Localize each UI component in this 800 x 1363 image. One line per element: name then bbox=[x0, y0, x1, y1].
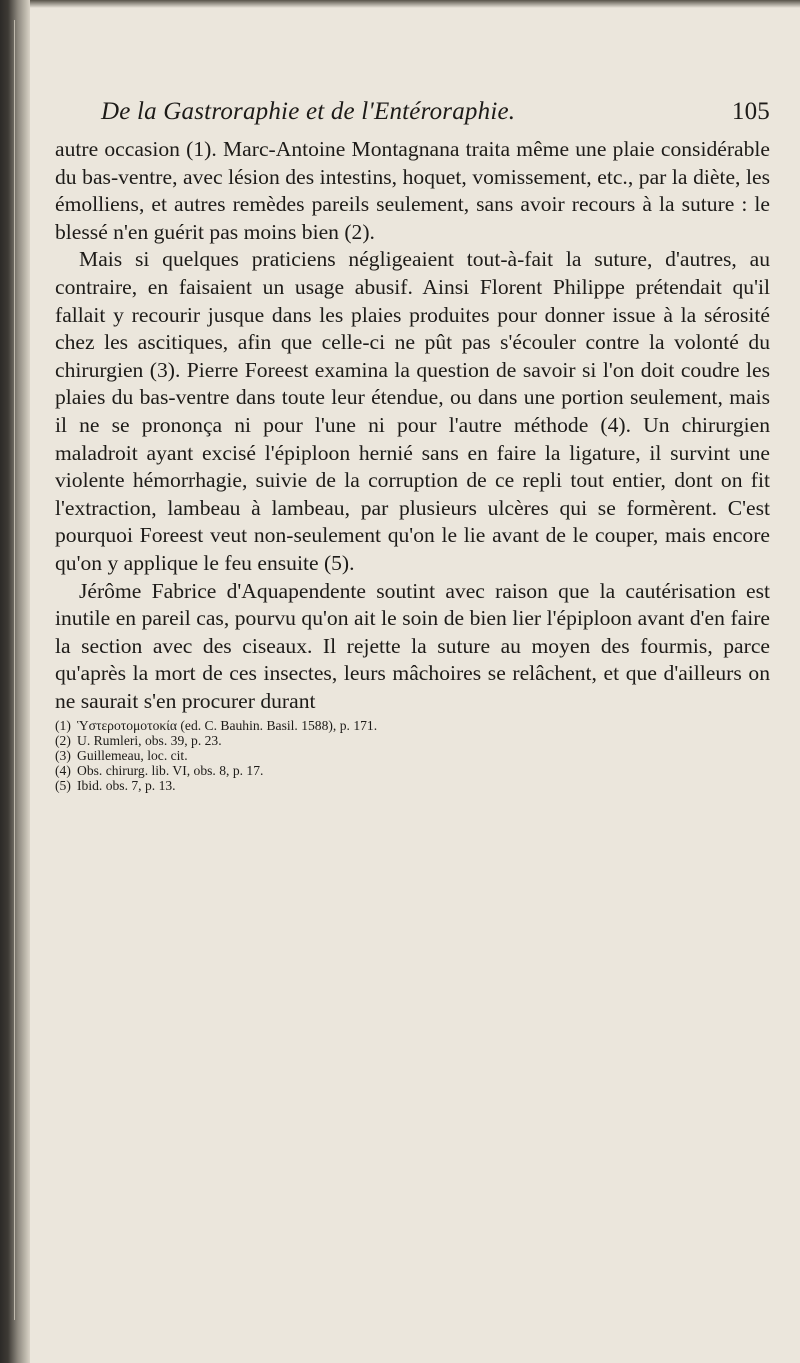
footnote-number: (3) bbox=[55, 748, 71, 764]
running-head-title: De la Gastroraphie et de l'Entéroraphie. bbox=[101, 98, 516, 125]
footnote bbox=[55, 719, 770, 734]
gutter-line bbox=[14, 20, 15, 1320]
footnote bbox=[55, 734, 770, 749]
footnote-text: Obs. chirurg. lib. VI, obs. 8, p. 17. bbox=[77, 762, 264, 778]
footnote bbox=[55, 779, 770, 794]
footnote-number: (1) bbox=[55, 718, 71, 734]
page-top-shadow bbox=[0, 0, 800, 8]
paragraph-2: Mais si quelques praticiens négligeaient tout-à-fait la suture, d'autres, au contraire, en faisaient un usage abusif. Ainsi Florent Philippe prétendait qu'il fallait y recourir jusque dans les plaies produites pour donner issue à la sérosité chez les ascitiques, afin que celle-ci ne pût pas s'écouler contre la volonté du chirurgien (3). Pierre Foreest examina la question de savoir si l'on doit coudre les plaies du bas-ventre dans toute leur étendue, ou dans une portion seulement, mais il ne se prononça ni pour l'une ni pour l'autre méthode (4). Un chirurgien maladroit ayant excisé l'épiploon hernié sans en faire la ligature, il survint une violente hémorrhagie, suivie de la corruption de ce repli tout entier, dont on fit l'extraction, lambeau à lambeau, par plusieurs ulcères qui se formèrent. C'est pourquoi Foreest veut non-seulement qu'on le lie avant de le couper, mais encore qu'on y applique le feu ensuite (5). bbox=[55, 247, 770, 575]
footnote-text: Ibid. obs. 7, p. 13. bbox=[77, 777, 176, 793]
book-page bbox=[55, 98, 770, 793]
paragraph-1: autre occasion (1). Marc-Antoine Montagnana traita même une plaie considérable du bas-ventre, avec lésion des intestins, hoquet, vomissement, etc., par la diète, les émolliens, et autres remèdes pareils seulement, sans avoir recours à la suture : le blessé n'en guérit pas moins bien (2). bbox=[55, 137, 770, 244]
running-head bbox=[55, 98, 770, 132]
paragraph-3: Jérôme Fabrice d'Aquapendente soutint avec raison que la cautérisation est inutile en pareil cas, pourvu qu'on ait le soin de bien lier l'épiploon avant d'en faire la section avec des ciseaux. Il rejette la suture au moyen des fourmis, parce qu'après la mort de ces insectes, leurs mâchoires se relâchent, et que d'ailleurs on ne saurait s'en procurer durant bbox=[55, 578, 770, 713]
footnote-text: Ὑστεροτομοτοκία (ed. C. Bauhin. Basil. 1588), p. 171. bbox=[77, 718, 378, 734]
footnote-number: (2) bbox=[55, 733, 71, 749]
footnote bbox=[55, 749, 770, 764]
footnote-number: (4) bbox=[55, 762, 71, 778]
footnote-number: (5) bbox=[55, 777, 71, 793]
footnote-text: Guillemeau, loc. cit. bbox=[77, 748, 188, 764]
page-number: 105 bbox=[731, 98, 770, 125]
book-gutter bbox=[0, 0, 30, 1363]
footnote bbox=[55, 764, 770, 779]
footnote-text: U. Rumleri, obs. 39, p. 23. bbox=[77, 733, 222, 749]
footnotes bbox=[55, 719, 770, 793]
body-text bbox=[55, 136, 770, 715]
